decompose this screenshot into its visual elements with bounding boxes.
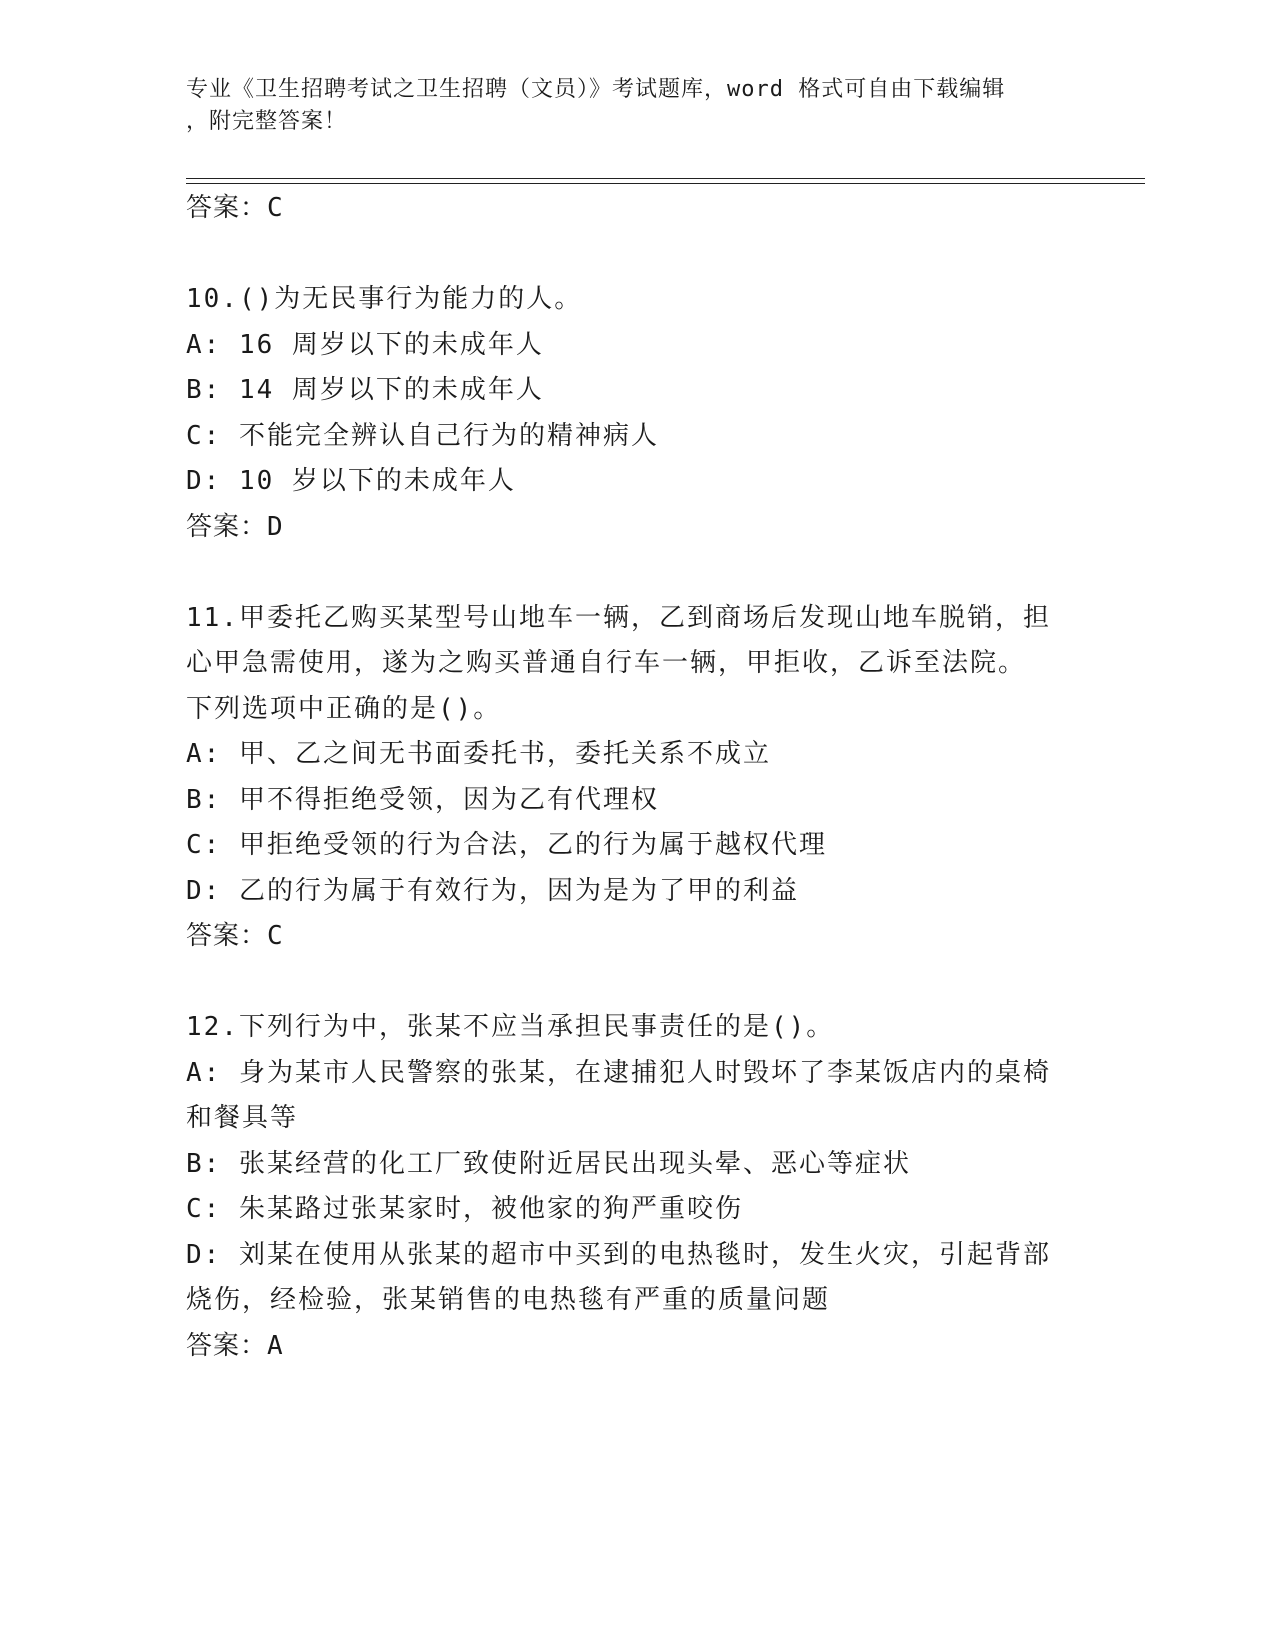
document-body <box>186 186 1086 1369</box>
answer-line <box>186 505 1086 551</box>
spacer <box>186 550 1086 596</box>
answer-line <box>186 914 1086 960</box>
option-d: D: 10 岁以下的未成年人 <box>186 466 516 496</box>
question-stem: 下列选项中正确的是()。 <box>186 693 502 724</box>
option-c: C: 不能完全辨认自己行为的精神病人 <box>186 420 659 451</box>
header-line-1: 专业《卫生招聘考试之卫生招聘（文员）》考试题库，word 格式可自由下载编辑 <box>186 77 1006 102</box>
answer-line <box>186 1324 1086 1370</box>
option-d: D: 刘某在使用从张某的超市中买到的电热毯时，发生火灾，引起背部 <box>186 1239 1051 1270</box>
answer-label: 答案： <box>186 193 268 223</box>
option-c: C: 朱某路过张某家时，被他家的狗严重咬伤 <box>186 1194 743 1224</box>
option-a: A: 16 周岁以下的未成年人 <box>186 329 544 360</box>
spacer <box>186 960 1086 1006</box>
answer-value: A <box>267 1330 284 1361</box>
question-stem: 10.()为无民事行为能力的人。 <box>186 284 583 314</box>
option-b: B: 甲不得拒绝受领，因为乙有代理权 <box>186 784 659 815</box>
answer-label: 答案： <box>186 511 268 542</box>
option-b: B: 14 周岁以下的未成年人 <box>186 375 544 405</box>
option-a: A: 甲、乙之间无书面委托书，委托关系不成立 <box>186 739 771 769</box>
question-block <box>186 277 1086 550</box>
answer-value: D <box>267 511 284 542</box>
option-a: A: 身为某市人民警察的张某，在逮捕犯人时毁坏了李某饭店内的桌椅 <box>186 1057 1051 1088</box>
option-b: B: 张某经营的化工厂致使附近居民出现头晕、恶心等症状 <box>186 1148 911 1179</box>
question-stem: 11.甲委托乙购买某型号山地车一辆，乙到商场后发现山地车脱销，担 <box>186 602 1051 633</box>
answer-value: C <box>267 921 284 951</box>
question-stem: 12.下列行为中，张某不应当承担民事责任的是()。 <box>186 1012 835 1042</box>
document-header <box>186 74 1086 138</box>
option-d-continued: 烧伤，经检验，张某销售的电热毯有严重的质量问题 <box>186 1285 831 1315</box>
answer-value: C <box>267 193 284 223</box>
option-d: D: 乙的行为属于有效行为，因为是为了甲的利益 <box>186 875 799 906</box>
option-a-continued: 和餐具等 <box>186 1103 299 1133</box>
header-divider-bottom <box>186 183 1145 184</box>
question-block <box>186 1005 1086 1369</box>
option-c: C: 甲拒绝受领的行为合法，乙的行为属于越权代理 <box>186 830 827 860</box>
answer-label: 答案： <box>186 921 268 951</box>
header-divider-top <box>186 178 1145 179</box>
header-line-2: ，附完整答案！ <box>186 109 348 134</box>
answer-label: 答案： <box>186 1330 268 1361</box>
question-block <box>186 596 1086 960</box>
spacer <box>186 232 1086 278</box>
answer-line <box>186 186 1086 232</box>
question-stem: 心甲急需使用，遂为之购买普通自行车一辆，甲拒收，乙诉至法院。 <box>186 648 1027 678</box>
